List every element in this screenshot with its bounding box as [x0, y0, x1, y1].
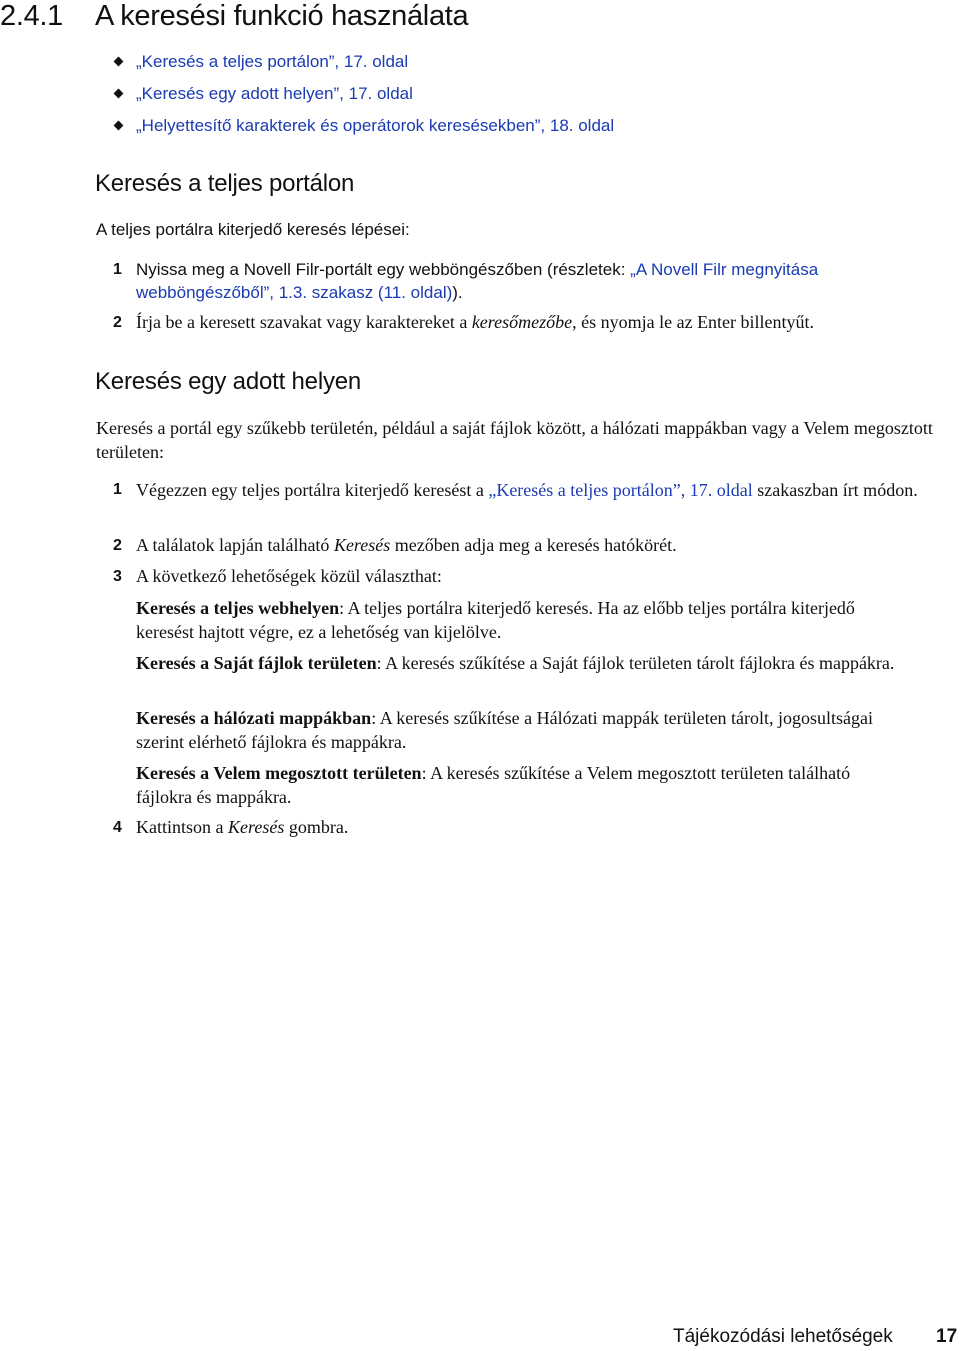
step-text-part: mezőben adja meg a keresés hatókörét.	[390, 535, 677, 555]
step-text-emphasis: keresőmezőbe	[471, 312, 573, 332]
step-number: 1	[113, 261, 122, 278]
step-text-part: Végezzen egy teljes portálra kiterjedő keresést a	[136, 480, 489, 500]
section-number: 2.4.1	[0, 0, 63, 32]
step-text	[136, 478, 954, 502]
step-text-part: Kattintson a	[136, 817, 228, 837]
step-text-part: Írja be a keresett szavakat vagy karaktereket a	[136, 312, 472, 332]
option-item	[136, 706, 896, 754]
step-text-emphasis: Keresés	[228, 817, 285, 837]
step-text-part: gombra.	[284, 817, 349, 837]
step-number: 2	[113, 537, 122, 554]
option-term: Keresés a teljes webhelyen	[136, 598, 340, 618]
option-desc: : A keresés szűkítése a Saját fájlok területen tárolt fájlokra és mappákra.	[376, 653, 895, 673]
intro-text: A teljes portálra kiterjedő keresés lépései:	[96, 220, 410, 239]
toc-link[interactable]: „Keresés a teljes portálon”, 17. oldal	[136, 52, 409, 71]
section-title: A keresési funkció használata	[95, 0, 469, 32]
option-term: Keresés a hálózati mappákban	[136, 708, 372, 728]
step-text	[136, 815, 348, 839]
step-number: 2	[113, 314, 122, 331]
toc-link[interactable]: „Keresés egy adott helyen”, 17. oldal	[136, 84, 413, 103]
page-number: 17	[936, 1326, 958, 1347]
option-item	[136, 761, 906, 809]
option-desc: : A teljes portálra kiterjedő keresés. Ha az előbb teljes portálra kiterjedő keresést hajtott végre, ez a lehetőség van kijelölve.	[136, 598, 855, 642]
step-number: 3	[113, 568, 122, 585]
step-text-part: ).	[452, 283, 463, 302]
toc-link[interactable]: „Helyettesítő karakterek és operátorok keresésekben”, 18. oldal	[136, 116, 615, 135]
step-text-part: Nyissa meg a Novell Filr-portált egy webböngészőben (részletek:	[136, 260, 631, 279]
step-text-part: , és nyomja le az Enter billentyűt.	[572, 312, 815, 332]
option-item	[136, 596, 916, 644]
diamond-bullet-icon	[114, 121, 124, 131]
step-link[interactable]: „Keresés a teljes portálon”, 17. oldal	[488, 480, 753, 500]
option-term: Keresés a Saját fájlok területen	[136, 653, 377, 673]
option-desc: : A keresés szűkítése a Hálózati mappák területen tárolt, jogosultságai szerint elérhető fájlokra és mappákra.	[136, 708, 874, 752]
step-text	[136, 310, 936, 334]
step-number: 1	[113, 481, 122, 498]
option-term: Keresés a Velem megosztott területen	[136, 763, 422, 783]
diamond-bullet-icon	[114, 57, 124, 67]
step-text-part: szakaszban írt módon.	[752, 480, 918, 500]
heading-location: Keresés egy adott helyen	[95, 368, 362, 395]
step-text-emphasis: Keresés	[333, 535, 391, 555]
option-item	[136, 651, 926, 675]
step-text-part: A találatok lapján található	[136, 535, 334, 555]
heading-whole-portal: Keresés a teljes portálon	[95, 170, 355, 197]
option-desc: : A keresés szűkítése a Velem megosztott területen található fájlokra és mappákra.	[136, 763, 851, 807]
diamond-bullet-icon	[114, 89, 124, 99]
step-text: A következő lehetőségek közül választhat:	[136, 566, 442, 586]
footer-label: Tájékozódási lehetőségek	[673, 1326, 893, 1347]
intro-text: Keresés a portál egy szűkebb területén, például a saját fájlok között, a hálózati mappákban vagy a Velem megosztott területen:	[96, 418, 933, 462]
step-text	[136, 258, 936, 304]
step-number: 4	[113, 819, 122, 836]
step-link[interactable]: „A Novell Filr megnyitása webböngészőből”, 1.3. szakasz (11. oldal)	[136, 260, 819, 302]
step-text	[136, 533, 677, 557]
